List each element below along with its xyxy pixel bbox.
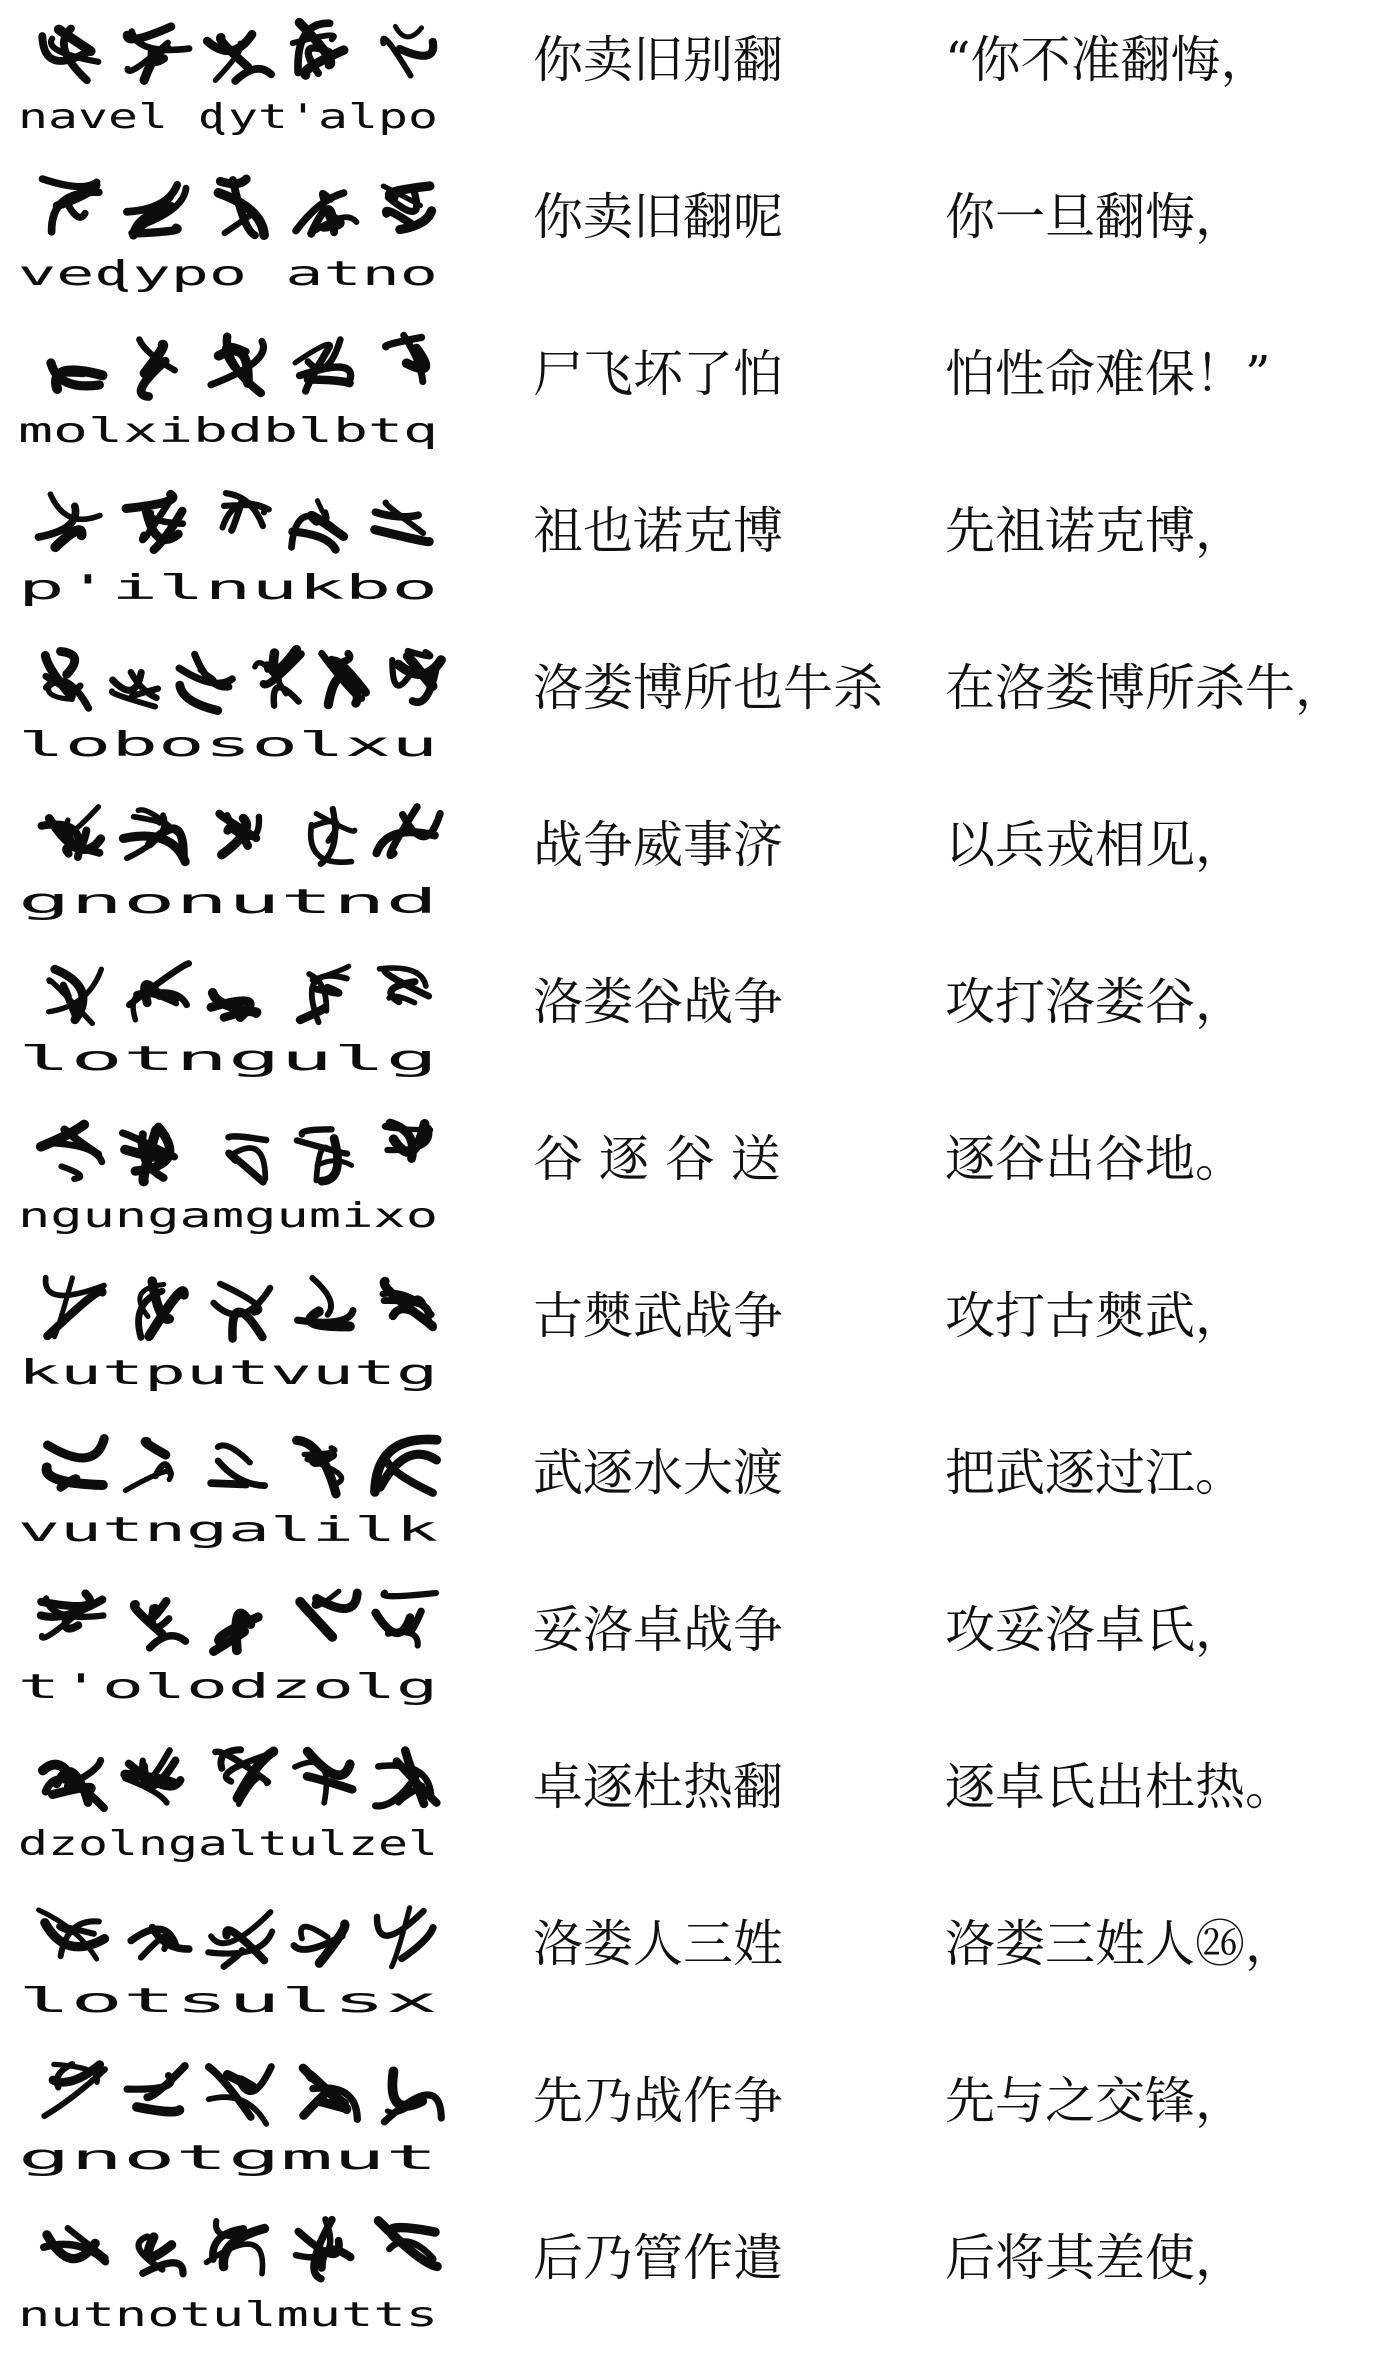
verse-row	[0, 2198, 1384, 2356]
script-glyph	[42, 179, 99, 232]
script-line-image	[10, 1099, 460, 1257]
script-glyph	[44, 2064, 105, 2116]
script-glyph	[293, 23, 344, 76]
script-glyph	[384, 2071, 441, 2122]
literal-gloss: 你卖旧别翻	[533, 31, 783, 89]
script-glyph	[129, 964, 188, 1020]
script-glyph	[211, 1445, 265, 1485]
script-glyph	[42, 29, 98, 81]
script-glyph	[383, 1281, 433, 1327]
script-glyph	[295, 340, 350, 392]
script-glyph	[214, 1613, 259, 1651]
literal-gloss: 尸飞坏了怕	[533, 345, 783, 403]
script-glyph	[297, 1440, 342, 1493]
script-glyph	[123, 1127, 175, 1181]
free-translation: 攻打古僰武，	[945, 1287, 1245, 1345]
free-translation: 洛娄三姓人㉖，	[945, 1915, 1295, 1973]
script-glyph	[300, 1591, 357, 1637]
literal-gloss: 洛娄博所也牛杀	[533, 659, 883, 717]
script-glyph	[207, 34, 271, 81]
literal-gloss: 洛娄人三姓	[533, 1915, 783, 1973]
script-glyph	[229, 1136, 267, 1182]
script-glyph	[383, 186, 431, 230]
romanization-text: gnotgmut	[18, 2138, 438, 2178]
free-translation: 后将其差使，	[945, 2229, 1245, 2287]
script-glyph	[179, 654, 232, 710]
free-translation: “你不准翻悔，	[945, 31, 1271, 89]
script-glyph	[384, 1123, 430, 1158]
script-glyph	[126, 494, 183, 549]
literal-gloss: 谷 逐 谷 送	[533, 1130, 781, 1188]
script-glyph	[112, 672, 158, 706]
script-glyph	[46, 1278, 104, 1337]
script-glyph	[127, 185, 186, 235]
verse-row	[0, 314, 1384, 472]
script-glyph	[125, 1442, 171, 1491]
script-glyph	[375, 1439, 437, 1492]
script-glyph	[322, 654, 366, 705]
free-translation: 攻妥洛卓氏，	[945, 1601, 1245, 1659]
script-line-svg	[10, 0, 460, 158]
free-translation: 逐谷出谷地。	[945, 1130, 1245, 1188]
script-glyph	[219, 814, 259, 855]
script-glyph	[123, 810, 185, 862]
script-line-svg	[10, 471, 460, 629]
script-glyph	[214, 1284, 271, 1339]
script-line-image	[10, 785, 460, 943]
script-line-svg	[10, 2041, 460, 2199]
script-line-image	[10, 2198, 460, 2356]
verse-row	[0, 0, 1384, 158]
script-glyph	[41, 1594, 104, 1638]
script-line-svg	[10, 1256, 460, 1414]
script-glyph	[211, 993, 257, 1018]
script-glyph	[296, 2219, 351, 2278]
script-line-image	[10, 1727, 460, 1885]
script-glyph	[392, 651, 441, 702]
script-glyph	[386, 335, 426, 381]
verse-row	[0, 1570, 1384, 1728]
free-translation: 攻打洛娄谷，	[945, 973, 1245, 1031]
romanization-text: lotngulg	[18, 1039, 438, 1079]
romanization-text: vutngalilk	[18, 1510, 439, 1550]
script-line-image	[10, 471, 460, 629]
script-glyph	[296, 193, 357, 234]
script-glyph	[377, 807, 441, 856]
script-glyph	[211, 337, 264, 394]
free-translation: 以兵戎相见，	[945, 816, 1245, 874]
script-line-svg	[10, 628, 460, 786]
romanization-text: ngungamgumixo	[18, 1196, 438, 1236]
free-translation: 怕性命难保！”	[945, 345, 1271, 403]
script-glyph	[297, 1129, 352, 1181]
script-glyph	[216, 1750, 274, 1805]
script-glyph	[127, 2066, 185, 2112]
script-glyph	[294, 1924, 345, 1963]
literal-gloss: 卓逐杜热翻	[533, 1758, 783, 1816]
script-glyph	[300, 966, 349, 1022]
script-line-image	[10, 628, 460, 786]
script-line-image	[10, 1570, 460, 1728]
script-line-svg	[10, 1570, 460, 1728]
script-glyph	[139, 2237, 183, 2274]
script-glyph	[127, 27, 189, 81]
script-glyph	[303, 2068, 357, 2119]
script-line-svg	[10, 2198, 460, 2356]
romanization-text: t'olodzolg	[18, 1667, 439, 1707]
verse-row	[0, 1727, 1384, 1885]
literal-gloss: 妥洛卓战争	[533, 1601, 783, 1659]
script-line-image	[10, 1884, 460, 2042]
script-line-image	[10, 0, 460, 158]
script-glyph	[41, 1125, 102, 1179]
script-glyph	[376, 1593, 436, 1646]
verse-row	[0, 1256, 1384, 1414]
verse-row	[0, 785, 1384, 943]
script-line-svg	[10, 1413, 460, 1571]
verse-row	[0, 1413, 1384, 1571]
script-line-svg	[10, 942, 460, 1100]
script-line-svg	[10, 1884, 460, 2042]
romanization-text: veɖypo atno	[18, 254, 438, 294]
romanization-text: p'ilnukbo	[18, 568, 438, 608]
romanization-text: lotsulsx	[18, 1981, 438, 2021]
script-glyph	[292, 501, 344, 550]
script-glyph	[376, 1751, 437, 1806]
script-line-svg	[10, 785, 460, 943]
script-line-image	[10, 942, 460, 1100]
script-glyph	[206, 2221, 264, 2274]
script-glyph	[223, 493, 269, 530]
verse-row	[0, 628, 1384, 786]
script-glyph	[298, 1278, 353, 1326]
script-line-svg	[10, 157, 460, 315]
script-glyph	[380, 968, 429, 1003]
literal-gloss: 古僰武战争	[533, 1287, 783, 1345]
verse-row	[0, 157, 1384, 315]
script-line-svg	[10, 1099, 460, 1257]
free-translation: 把武逐过江。	[945, 1444, 1245, 1502]
verse-row	[0, 1884, 1384, 2042]
script-glyph	[49, 969, 102, 1023]
literal-gloss: 祖也诺克博	[533, 502, 783, 560]
literal-gloss: 后乃管作遣	[533, 2229, 783, 2287]
free-translation: 先祖诺克博，	[945, 502, 1245, 560]
script-glyph	[208, 1912, 272, 1967]
romanization-text: navel ɖyt'alpo	[18, 97, 438, 137]
romanization-text: nutnotulmutts	[18, 2295, 438, 2335]
literal-gloss: 你卖旧翻呢	[533, 188, 783, 246]
literal-gloss: 武逐水大渡	[533, 1444, 783, 1502]
script-glyph	[139, 340, 175, 397]
script-glyph	[375, 502, 429, 541]
script-glyph	[311, 809, 355, 864]
script-glyph	[131, 1928, 189, 1958]
script-glyph	[38, 494, 99, 547]
script-line-image	[10, 1256, 460, 1414]
script-line-image	[10, 2041, 460, 2199]
script-glyph	[377, 1908, 433, 1967]
script-glyph	[44, 2228, 106, 2262]
script-glyph	[255, 650, 301, 706]
verse-row	[0, 2041, 1384, 2199]
literal-gloss: 先乃战作争	[533, 2072, 783, 2130]
literal-gloss: 洛娄谷战争	[533, 973, 783, 1031]
script-line-image	[10, 1413, 460, 1571]
script-glyph	[209, 2067, 272, 2124]
verse-row	[0, 1099, 1384, 1257]
script-glyph	[134, 1601, 185, 1648]
script-glyph	[378, 2221, 437, 2267]
script-glyph	[383, 26, 433, 75]
script-glyph	[218, 179, 264, 235]
free-translation: 逐卓氏出杜热。	[945, 1758, 1295, 1816]
script-glyph	[39, 1910, 105, 1959]
romanization-text: molxibdblbtq	[18, 411, 438, 451]
romanization-text: gnonutnd	[18, 882, 438, 922]
script-line-image	[10, 314, 460, 472]
free-translation: 你一旦翻悔，	[945, 188, 1245, 246]
script-glyph	[43, 1761, 104, 1809]
script-glyph	[47, 1439, 105, 1488]
script-glyph	[139, 1281, 184, 1337]
script-glyph	[42, 807, 101, 857]
free-translation: 在洛娄博所杀牛，	[945, 659, 1345, 717]
script-line-svg	[10, 314, 460, 472]
romanization-text: dzolngaltulzel	[18, 1824, 438, 1864]
romanization-text: lobosolxu	[18, 725, 438, 765]
free-translation: 先与之交锋，	[945, 2072, 1245, 2130]
script-line-svg	[10, 1727, 460, 1885]
script-glyph	[295, 1752, 352, 1803]
script-line-image	[10, 157, 460, 315]
verse-row	[0, 942, 1384, 1100]
literal-gloss: 战争威事济	[533, 816, 783, 874]
script-glyph	[125, 1750, 180, 1802]
script-glyph	[51, 363, 103, 389]
verse-row	[0, 471, 1384, 629]
romanization-text: kutputvutg	[18, 1353, 439, 1393]
script-glyph	[45, 651, 88, 708]
